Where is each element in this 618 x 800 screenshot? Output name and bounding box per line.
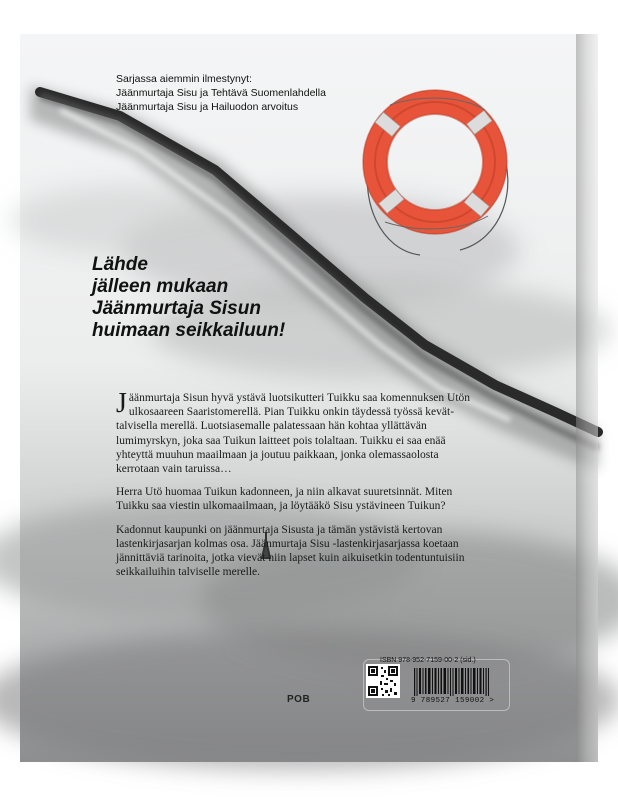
blurb-p1-text: äänmurtaja Sisun hyvä ystävä luotsikutteri Tuikku saa komennuksen Utön ulkosaareen Saaristomerellä. Pian Tuikku onkin täydessä työssä kevät-talvisella merellä. Luotsiasemalle palatessaan hän kohtaa yllättävän lumimyrskyn, joka saa Tuikun laitteet pois tolaltaan. Tuikku ei saa enää yhteyttä muuhun maailmaan ja joutuu paikkaan, jonka olemassaolosta kerrotaan vain taruissa… bbox=[116, 392, 471, 476]
isbn-label: ISBN 978-952-7159-00-2 (sid.) bbox=[380, 657, 476, 664]
series-item: Jäänmurtaja Sisu ja Hailuodon arvoitus bbox=[116, 101, 299, 113]
series-intro: Sarjassa aiemmin ilmestynyt: bbox=[116, 73, 252, 85]
drop-cap: J bbox=[116, 388, 127, 419]
book-spine-shadow bbox=[576, 34, 598, 762]
blurb-paragraph: Kadonnut kaupunki on jäänmurtaja Sisusta ja tämän ystävistä kertovan lastenkirjasarjan kolmas osa. Jäänmurtaja Sisu -lastenkirjasarjassa koetaan jännittäviä tarinoita, jotka vievät niin lapset kuin aikuisetkin todentuntuisiin seikkailuihin talviselle merelle. bbox=[116, 523, 465, 579]
series-list bbox=[116, 72, 326, 114]
headline-line: Jäänmurtaja Sisun bbox=[92, 298, 261, 319]
blurb bbox=[116, 388, 476, 588]
tagline-headline bbox=[92, 254, 352, 342]
publisher-logo: POB bbox=[287, 694, 311, 705]
blurb-paragraph bbox=[116, 388, 476, 476]
headline-line: Lähde bbox=[92, 254, 148, 275]
blurb-paragraph: Herra Utö huomaa Tuikun kadonneen, ja niin alkavat suuretsinnät. Miten Tuikku saa viestin ulkomaailmaan, ja löytääkö Sisu ystävineen Tuikun? bbox=[116, 486, 453, 513]
barcode-digits: 9 789527 159002 > bbox=[411, 697, 495, 705]
headline-line: huimaan seikkailuun! bbox=[92, 320, 286, 341]
headline-line: jälleen mukaan bbox=[92, 276, 229, 297]
series-item: Jäänmurtaja Sisu ja Tehtävä Suomenlahdella bbox=[116, 87, 326, 99]
